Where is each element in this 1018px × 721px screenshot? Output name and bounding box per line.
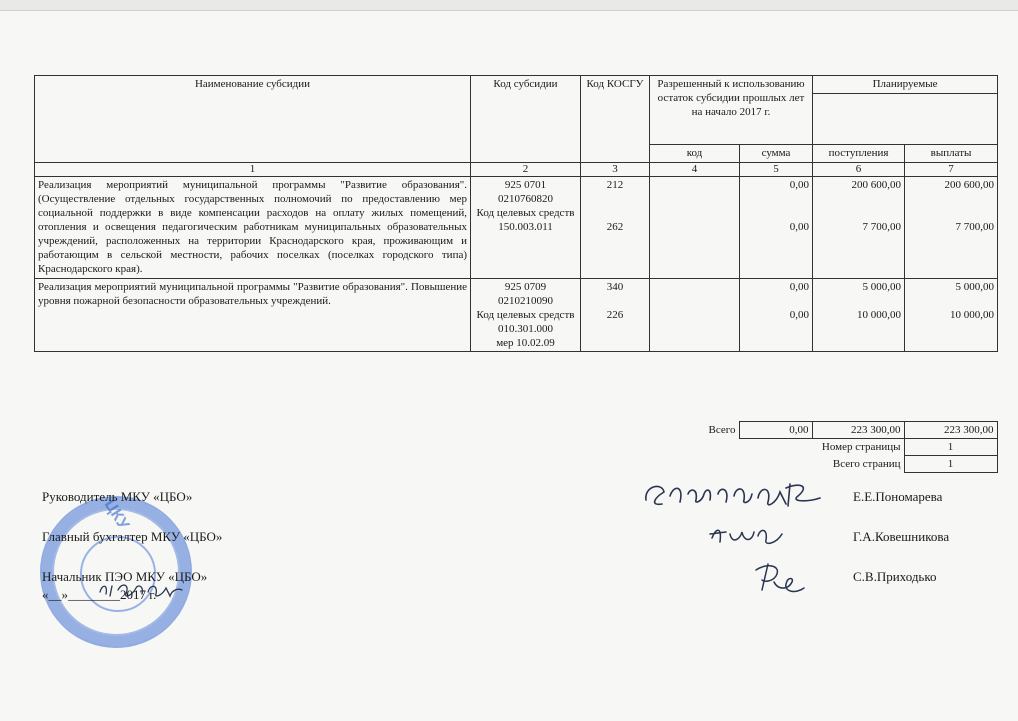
page-number-label: Номер страницы [821,441,901,454]
pes-title: Начальник ПЭО МКУ «ЦБО» [42,569,208,584]
kosgu-value: 262 [606,221,624,234]
vyplaty-cell [905,278,998,351]
vyplaty-value: 5 000,00 [955,280,995,293]
director-signature [640,474,830,514]
kosgu-value: 340 [606,280,624,293]
subsidy-name: Реализация мероприятий муниципальной программы "Развитие образования". (Осуществление отдельных государственных полномочий по предоставлению мер социальной поддержки в виде компенсации расходов на оплату жилых помещений, отопления и освещения педагогическим работникам муниципальных образовательных учреждений, расположенных на территории Краснодарского края, проживающим и работающим в сельской местности, рабочих поселках (поселках городского типа) Краснодарского края). [35,177,471,279]
allowed-kod-cell [650,278,740,351]
total-pages-value: 1 [904,456,997,473]
scan-top-edge [0,0,1018,10]
total-summa: 0,00 [739,422,812,439]
summa-value: 0,00 [789,308,810,321]
col-number-1: 1 [35,163,471,177]
col-number-6: 6 [813,163,905,177]
postupleniya-cell [813,278,905,351]
vyplaty-value: 200 600,00 [944,179,995,191]
allowed-summa-cell [740,278,813,351]
col-number-2: 2 [471,163,581,177]
scan-edge-line [0,10,1018,11]
vyplaty-value: 10 000,00 [950,308,995,321]
header-code: Код субсидии [471,76,581,163]
table-row [35,177,998,279]
header-planned: Планируемые [813,76,998,94]
total-label: Всего [708,424,736,436]
total-pages-label: Всего страниц [832,458,901,470]
kosgu-cell [581,177,650,279]
header-allowed: Разрешенный к использованию остаток субсидии прошлых лет на начало 2017 г. [650,76,813,145]
accountant-signature [706,520,786,552]
subsidy-code [471,278,581,351]
pes-name: С.В.Приходько [853,569,937,584]
subsidy-code [471,177,581,279]
code-line: 925 0709 [504,280,547,293]
summa-value: 0,00 [789,221,810,234]
header-planned-space [813,94,998,145]
header-sub-summa: сумма [740,145,813,163]
header-kosgu: Код КОСГУ [581,76,650,163]
col-number-3: 3 [581,163,650,177]
code-line: мер 10.02.09 [496,336,555,349]
col-number-4: 4 [650,163,740,177]
subsidy-table [34,75,998,352]
header-sub-kod: код [650,145,740,163]
stamp-text: ЦКУ [100,496,132,533]
summa-value: 0,00 [789,280,810,293]
signing-date: «__»________2017 г. [42,587,157,602]
header-sub-postupleniya: поступления [813,145,905,163]
page-number-value: 1 [904,439,997,456]
director-title: Руководитель МКУ «ЦБО» [42,489,193,504]
totals-table [34,421,998,473]
postupleniya-cell [813,177,905,279]
total-vyplaty: 223 300,00 [904,422,997,439]
accountant-name: Г.А.Ковешникова [853,529,950,544]
code-line: 010.301.000 [498,322,553,335]
kosgu-cell [581,278,650,351]
code-line: Код целевых средств [476,207,575,220]
header-sub-vyplaty: выплаты [905,145,998,163]
vyplaty-cell [905,177,998,279]
allowed-summa-cell [740,177,813,279]
code-line: 150.003.011 [498,221,553,234]
header-name: Наименование субсидии [35,76,471,163]
postupleniya-value: 7 700,00 [862,221,902,234]
accountant-title: Главный бухгалтер МКУ «ЦБО» [42,529,223,544]
kosgu-value: 212 [606,179,624,191]
code-line: 925 0701 [504,179,547,191]
postupleniya-value: 5 000,00 [862,280,902,293]
pes-signature [748,560,808,600]
postupleniya-value: 10 000,00 [857,308,902,321]
code-line: Код целевых средств [476,308,575,321]
director-name: Е.Е.Пономарева [853,489,943,504]
col-number-5: 5 [740,163,813,177]
table-row [35,278,998,351]
postupleniya-value: 200 600,00 [851,179,902,191]
allowed-kod-cell [650,177,740,279]
vyplaty-value: 7 700,00 [955,221,995,234]
total-postupleniya: 223 300,00 [812,422,904,439]
code-line: 0210210090 [498,294,553,307]
col-number-7: 7 [905,163,998,177]
kosgu-value: 226 [606,308,624,321]
subsidy-name: Реализация мероприятий муниципальной программы "Развитие образования". Повышение уровня пожарной безопасности образовательных учреждений. [35,278,471,351]
summa-value: 0,00 [789,179,810,191]
date-handwriting [96,578,186,600]
code-line: 0210760820 [498,193,553,206]
